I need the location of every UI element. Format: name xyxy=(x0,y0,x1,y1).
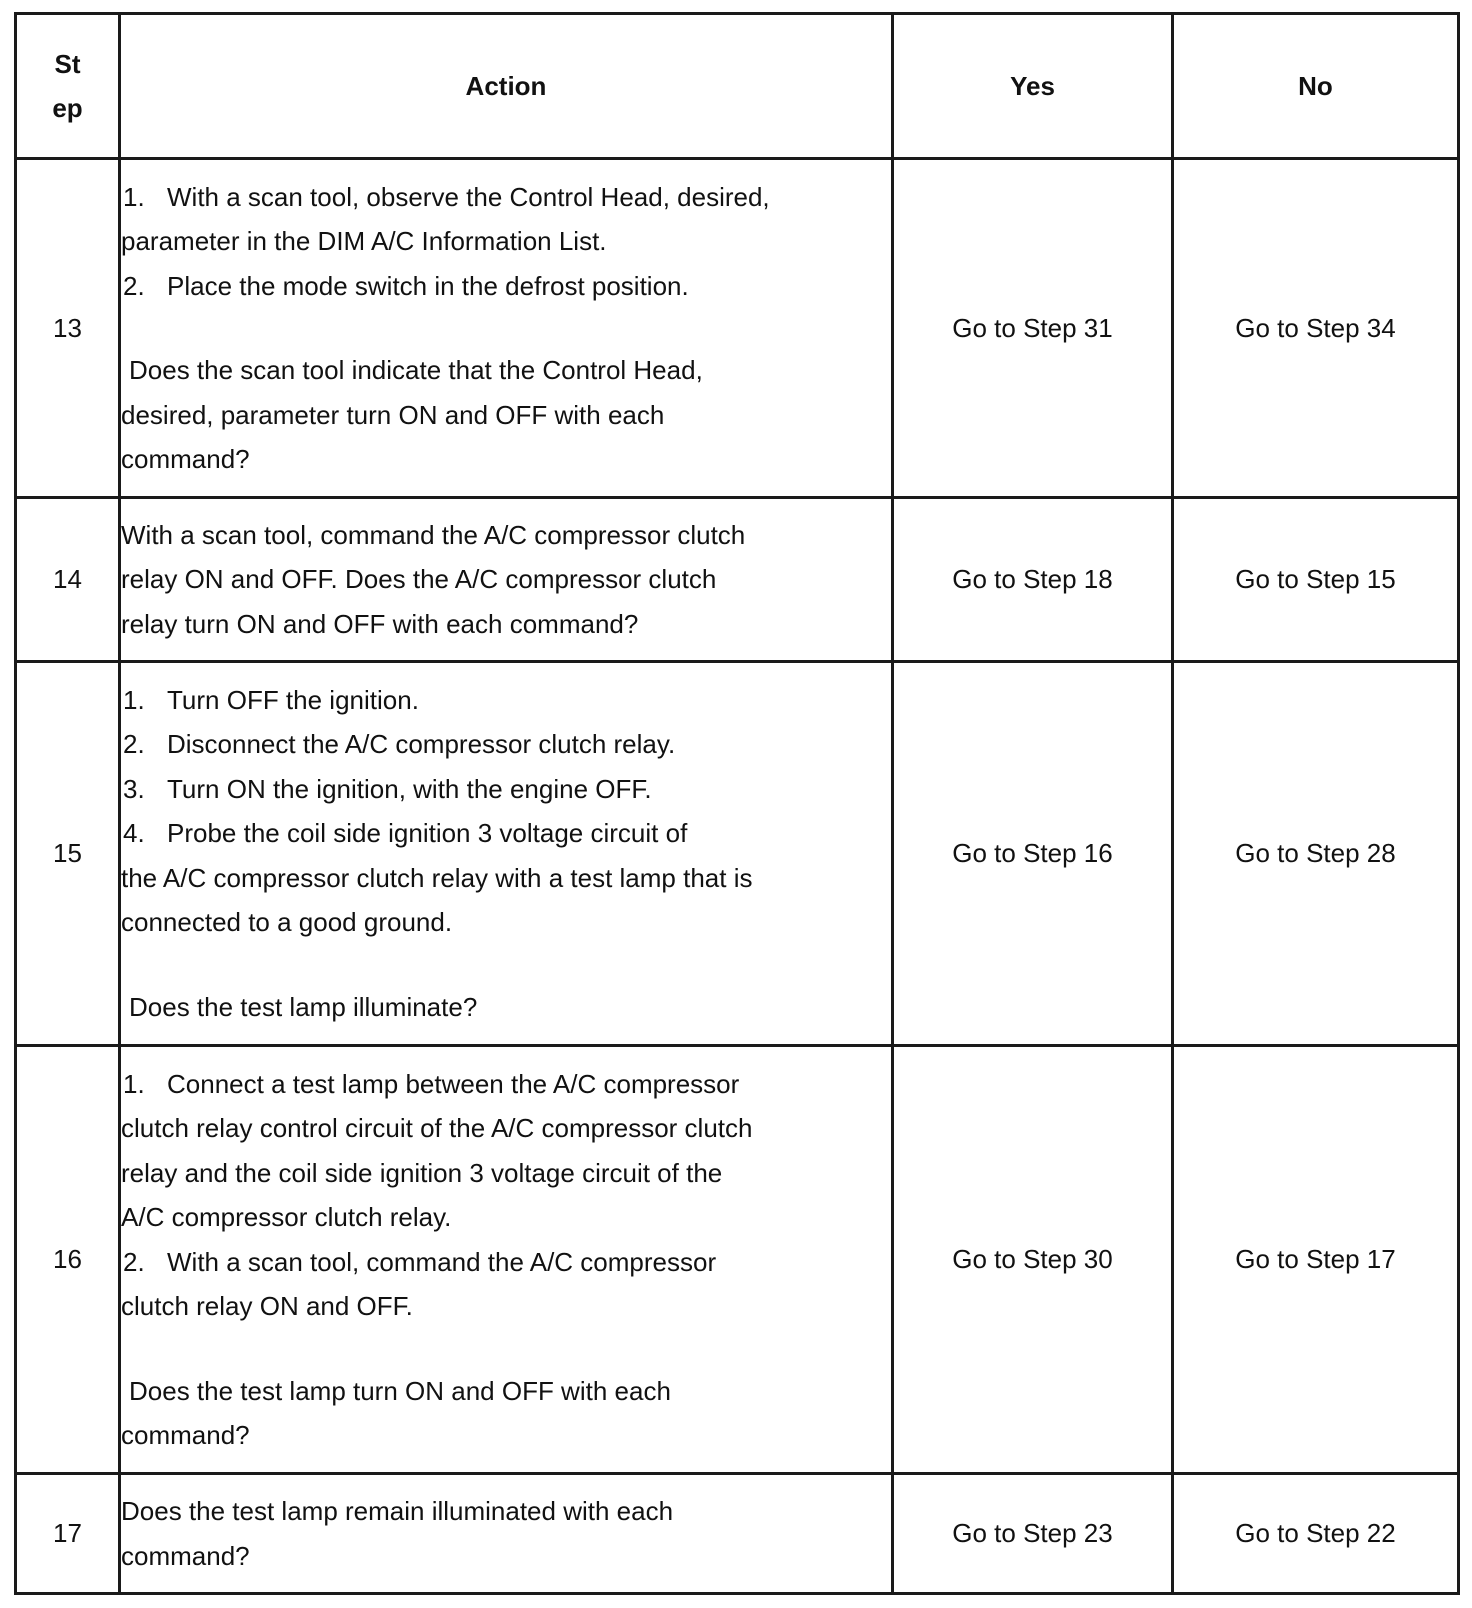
table-row xyxy=(16,159,1459,498)
question-text: Does the test lamp illuminate? xyxy=(129,991,478,1022)
header-row xyxy=(16,14,1459,159)
question-text: Does the scan tool indicate that the Control Head, xyxy=(129,355,703,385)
action-cell xyxy=(120,1046,893,1474)
step-number: 17 xyxy=(16,1474,120,1594)
no-result: Go to Step 34 xyxy=(1173,159,1459,498)
list-item-continuation: clutch relay ON and OFF. xyxy=(121,1291,413,1321)
yes-result: Go to Step 30 xyxy=(893,1046,1173,1474)
list-item-continuation: parameter in the DIM A/C Information List. xyxy=(121,226,607,256)
list-item: 2. With a scan tool, command the A/C compressor xyxy=(123,1246,717,1277)
diagnostic-table xyxy=(14,12,1460,1595)
list-item: 1. Connect a test lamp between the A/C compressor xyxy=(123,1068,740,1099)
header-no: No xyxy=(1173,14,1459,159)
action-cell xyxy=(120,662,893,1046)
list-item: 4. Probe the coil side ignition 3 voltage circuit of xyxy=(123,818,688,849)
yes-result: Go to Step 18 xyxy=(893,498,1173,662)
action-text: relay ON and OFF. Does the A/C compressor clutch xyxy=(121,564,717,595)
list-item: 2. Disconnect the A/C compressor clutch relay. xyxy=(123,729,676,760)
question-text: command? xyxy=(121,1420,250,1450)
no-result: Go to Step 15 xyxy=(1173,498,1459,662)
list-item-continuation: clutch relay control circuit of the A/C compressor clutch xyxy=(121,1113,753,1143)
header-step-line2: ep xyxy=(52,93,83,123)
action-text: relay turn ON and OFF with each command? xyxy=(121,608,639,639)
action-text: command? xyxy=(121,1540,250,1571)
yes-result: Go to Step 16 xyxy=(893,662,1173,1046)
step-number: 15 xyxy=(16,662,120,1046)
question-text: Does the test lamp turn ON and OFF with each xyxy=(129,1375,671,1406)
list-item-continuation: the A/C compressor clutch relay with a test lamp that is xyxy=(121,862,753,893)
action-cell xyxy=(120,498,893,662)
step-number: 14 xyxy=(16,498,120,662)
list-item: 1. Turn OFF the ignition. xyxy=(123,684,419,715)
action-text: Does the test lamp remain illuminated with each xyxy=(121,1496,674,1526)
action-text: With a scan tool, command the A/C compressor clutch xyxy=(121,519,746,550)
no-result: Go to Step 22 xyxy=(1173,1474,1459,1594)
action-cell xyxy=(120,1474,893,1594)
yes-result: Go to Step 23 xyxy=(893,1474,1173,1594)
no-result: Go to Step 17 xyxy=(1173,1046,1459,1474)
table-row xyxy=(16,662,1459,1046)
step-number: 16 xyxy=(16,1046,120,1474)
question-text: desired, parameter turn ON and OFF with each xyxy=(121,399,665,430)
yes-result: Go to Step 31 xyxy=(893,159,1173,498)
header-step xyxy=(16,14,120,159)
list-item: 1. With a scan tool, observe the Control Head, desired, xyxy=(123,181,770,212)
table-row xyxy=(16,498,1459,662)
header-action: Action xyxy=(120,14,893,159)
header-step-line1: St xyxy=(54,48,81,79)
list-item-continuation: A/C compressor clutch relay. xyxy=(121,1202,452,1232)
action-cell xyxy=(120,159,893,498)
list-item: 2. Place the mode switch in the defrost position. xyxy=(123,270,689,301)
question-text: command? xyxy=(121,444,250,474)
header-yes: Yes xyxy=(893,14,1173,159)
step-number: 13 xyxy=(16,159,120,498)
list-item: 3. Turn ON the ignition, with the engine OFF. xyxy=(123,773,652,804)
table-row xyxy=(16,1474,1459,1594)
list-item-continuation: relay and the coil side ignition 3 voltage circuit of the xyxy=(121,1157,723,1188)
list-item-continuation: connected to a good ground. xyxy=(121,907,453,938)
no-result: Go to Step 28 xyxy=(1173,662,1459,1046)
table-row xyxy=(16,1046,1459,1474)
